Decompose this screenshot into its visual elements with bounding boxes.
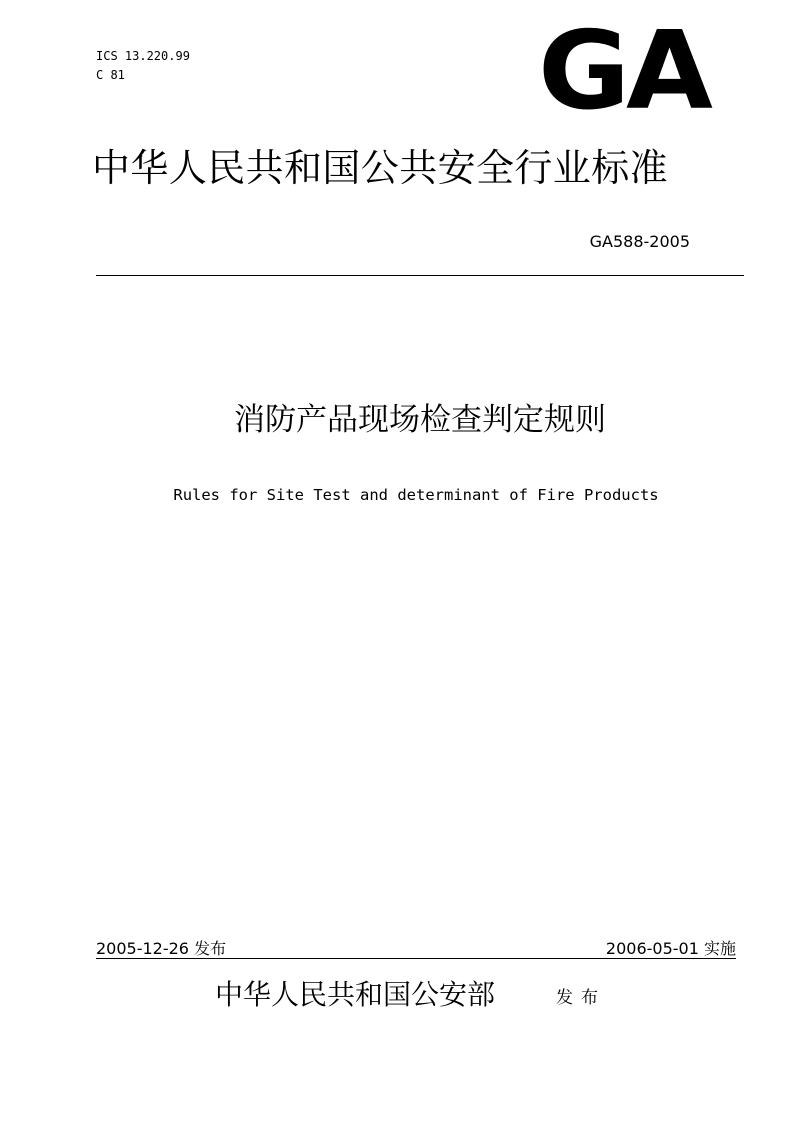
- implementation-date: 2006-05-01 实施: [605, 939, 736, 958]
- ics-code: ICS 13.220.99: [96, 49, 190, 63]
- issue-label: 发布: [556, 988, 606, 1008]
- standard-number: GA588-2005: [589, 232, 690, 251]
- top-divider: [96, 275, 744, 276]
- document-title-chinese: 消防产品现场检查判定规则: [234, 402, 606, 438]
- classification-codes: [96, 47, 190, 85]
- standard-category-title: 中华人民共和国公共安全行业标准: [92, 146, 669, 190]
- document-title-english: Rules for Site Test and determinant of Fire Products: [173, 486, 659, 504]
- bottom-divider: [96, 958, 736, 959]
- issue-date: 2005-12-26 发布: [96, 939, 227, 958]
- ga-logo: GA: [538, 9, 709, 134]
- ccs-code: C 81: [96, 68, 125, 82]
- issuing-authority: 中华人民共和国公安部: [215, 978, 496, 1011]
